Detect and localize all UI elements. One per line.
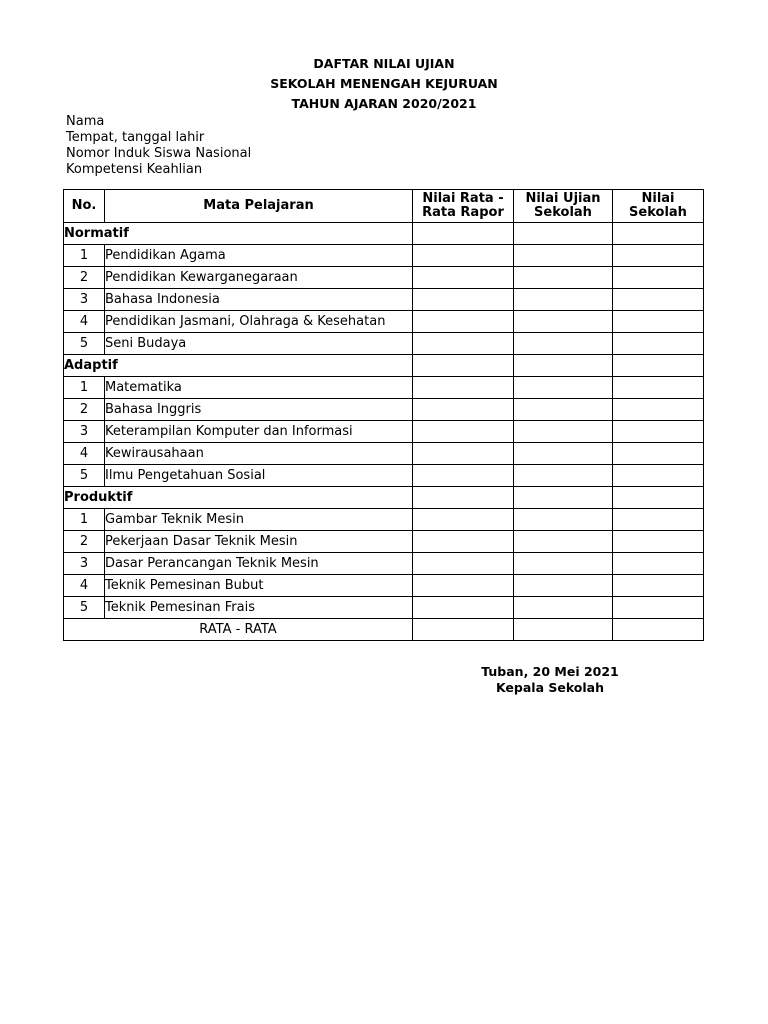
table-row	[64, 597, 704, 619]
grade-cell	[613, 377, 704, 399]
grade-cell	[613, 245, 704, 267]
table-row	[64, 399, 704, 421]
row-number: 1	[64, 377, 105, 399]
grade-cell	[514, 421, 613, 443]
grade-cell	[413, 355, 514, 377]
signature-place-date: Tuban, 20 Mei 2021	[481, 664, 619, 679]
section-row-produktif	[64, 487, 704, 509]
grade-cell	[413, 619, 514, 641]
section-row-adaptif	[64, 355, 704, 377]
header-report-average	[413, 190, 514, 223]
grade-cell	[413, 289, 514, 311]
grade-cell	[613, 355, 704, 377]
grade-cell	[514, 465, 613, 487]
grade-cell	[514, 245, 613, 267]
grade-cell	[413, 509, 514, 531]
row-number: 1	[64, 509, 105, 531]
grade-cell	[613, 553, 704, 575]
header-school-grade-line1: Nilai	[641, 191, 675, 206]
header-school-exam-line2: Sekolah	[534, 205, 592, 220]
grade-cell	[413, 531, 514, 553]
header-school-grade-line2: Sekolah	[629, 205, 687, 220]
grade-cell	[613, 531, 704, 553]
row-number: 3	[64, 289, 105, 311]
grade-cell	[514, 509, 613, 531]
grade-cell	[613, 575, 704, 597]
table-row	[64, 377, 704, 399]
grade-cell	[413, 443, 514, 465]
section-label: Normatif	[64, 223, 413, 245]
table-row	[64, 311, 704, 333]
grade-cell	[514, 531, 613, 553]
grade-cell	[413, 245, 514, 267]
grade-cell	[413, 597, 514, 619]
grade-cell	[413, 465, 514, 487]
row-number: 3	[64, 553, 105, 575]
grade-cell	[514, 619, 613, 641]
grade-cell	[514, 333, 613, 355]
grade-cell	[413, 311, 514, 333]
subject-name: Pekerjaan Dasar Teknik Mesin	[105, 531, 413, 553]
row-number: 5	[64, 465, 105, 487]
header-report-average-line1: Nilai Rata -	[422, 191, 504, 206]
field-name-label: Nama	[66, 114, 105, 129]
table-row	[64, 509, 704, 531]
subject-name: Gambar Teknik Mesin	[105, 509, 413, 531]
grade-cell	[413, 575, 514, 597]
table-row	[64, 289, 704, 311]
row-number: 2	[64, 399, 105, 421]
subject-name: Matematika	[105, 377, 413, 399]
subject-name: Teknik Pemesinan Bubut	[105, 575, 413, 597]
table-row	[64, 575, 704, 597]
grade-cell	[613, 597, 704, 619]
grade-cell	[613, 619, 704, 641]
table-row	[64, 531, 704, 553]
header-school-exam-line1: Nilai Ujian	[525, 191, 601, 206]
grade-cell	[613, 487, 704, 509]
subject-name: Teknik Pemesinan Frais	[105, 597, 413, 619]
grade-cell	[413, 267, 514, 289]
row-number: 5	[64, 333, 105, 355]
section-label: Produktif	[64, 487, 413, 509]
school-type-title: SEKOLAH MENENGAH KEJURUAN	[270, 76, 498, 91]
grade-cell	[514, 487, 613, 509]
grade-cell	[613, 267, 704, 289]
field-nisn-label: Nomor Induk Siswa Nasional	[66, 146, 252, 161]
grade-cell	[514, 597, 613, 619]
subject-name: Ilmu Pengetahuan Sosial	[105, 465, 413, 487]
average-row	[64, 619, 704, 641]
grade-cell	[613, 311, 704, 333]
subject-name: Bahasa Inggris	[105, 399, 413, 421]
grade-cell	[613, 223, 704, 245]
row-number: 4	[64, 311, 105, 333]
section-label: Adaptif	[64, 355, 413, 377]
table-row	[64, 465, 704, 487]
row-number: 1	[64, 245, 105, 267]
grade-cell	[514, 443, 613, 465]
grade-cell	[613, 465, 704, 487]
header-no: No.	[64, 190, 105, 223]
subject-name: Pendidikan Agama	[105, 245, 413, 267]
grade-cell	[413, 553, 514, 575]
table-row	[64, 553, 704, 575]
grades-table	[63, 189, 704, 641]
header-report-average-line2: Rata Rapor	[422, 205, 504, 220]
grade-cell	[413, 223, 514, 245]
field-birth-label: Tempat, tanggal lahir	[66, 130, 205, 145]
grade-cell	[514, 267, 613, 289]
average-label: RATA - RATA	[64, 619, 413, 641]
row-number: 4	[64, 575, 105, 597]
grade-cell	[613, 289, 704, 311]
grade-cell	[413, 377, 514, 399]
header-school-grade	[613, 190, 704, 223]
row-number: 5	[64, 597, 105, 619]
grade-cell	[514, 289, 613, 311]
signature-role: Kepala Sekolah	[495, 680, 605, 695]
table-row	[64, 245, 704, 267]
subject-name: Pendidikan Jasmani, Olahraga & Kesehatan	[105, 311, 413, 333]
subject-name: Keterampilan Komputer dan Informasi	[105, 421, 413, 443]
header-subject: Mata Pelajaran	[105, 190, 413, 223]
grade-cell	[613, 333, 704, 355]
table-header-row	[64, 190, 704, 223]
grade-cell	[514, 377, 613, 399]
subject-name: Dasar Perancangan Teknik Mesin	[105, 553, 413, 575]
grade-cell	[613, 443, 704, 465]
grade-cell	[613, 399, 704, 421]
subject-name: Bahasa Indonesia	[105, 289, 413, 311]
grade-cell	[413, 487, 514, 509]
grade-cell	[413, 421, 514, 443]
table-row	[64, 443, 704, 465]
grade-cell	[613, 509, 704, 531]
grade-cell	[514, 311, 613, 333]
academic-year-title: TAHUN AJARAN 2020/2021	[291, 96, 477, 111]
grade-cell	[514, 399, 613, 421]
table-row	[64, 267, 704, 289]
header-school-exam	[514, 190, 613, 223]
document-title: DAFTAR NILAI UJIAN	[313, 56, 455, 71]
grade-cell	[514, 223, 613, 245]
grade-cell	[514, 355, 613, 377]
section-row-normatif	[64, 223, 704, 245]
grade-cell	[613, 421, 704, 443]
table-row	[64, 333, 704, 355]
subject-name: Seni Budaya	[105, 333, 413, 355]
grade-cell	[413, 399, 514, 421]
subject-name: Kewirausahaan	[105, 443, 413, 465]
field-competency-label: Kompetensi Keahlian	[66, 162, 203, 177]
table-row	[64, 421, 704, 443]
row-number: 2	[64, 267, 105, 289]
row-number: 4	[64, 443, 105, 465]
subject-name: Pendidikan Kewarganegaraan	[105, 267, 413, 289]
row-number: 2	[64, 531, 105, 553]
grade-cell	[413, 333, 514, 355]
grade-cell	[514, 553, 613, 575]
grade-cell	[514, 575, 613, 597]
row-number: 3	[64, 421, 105, 443]
